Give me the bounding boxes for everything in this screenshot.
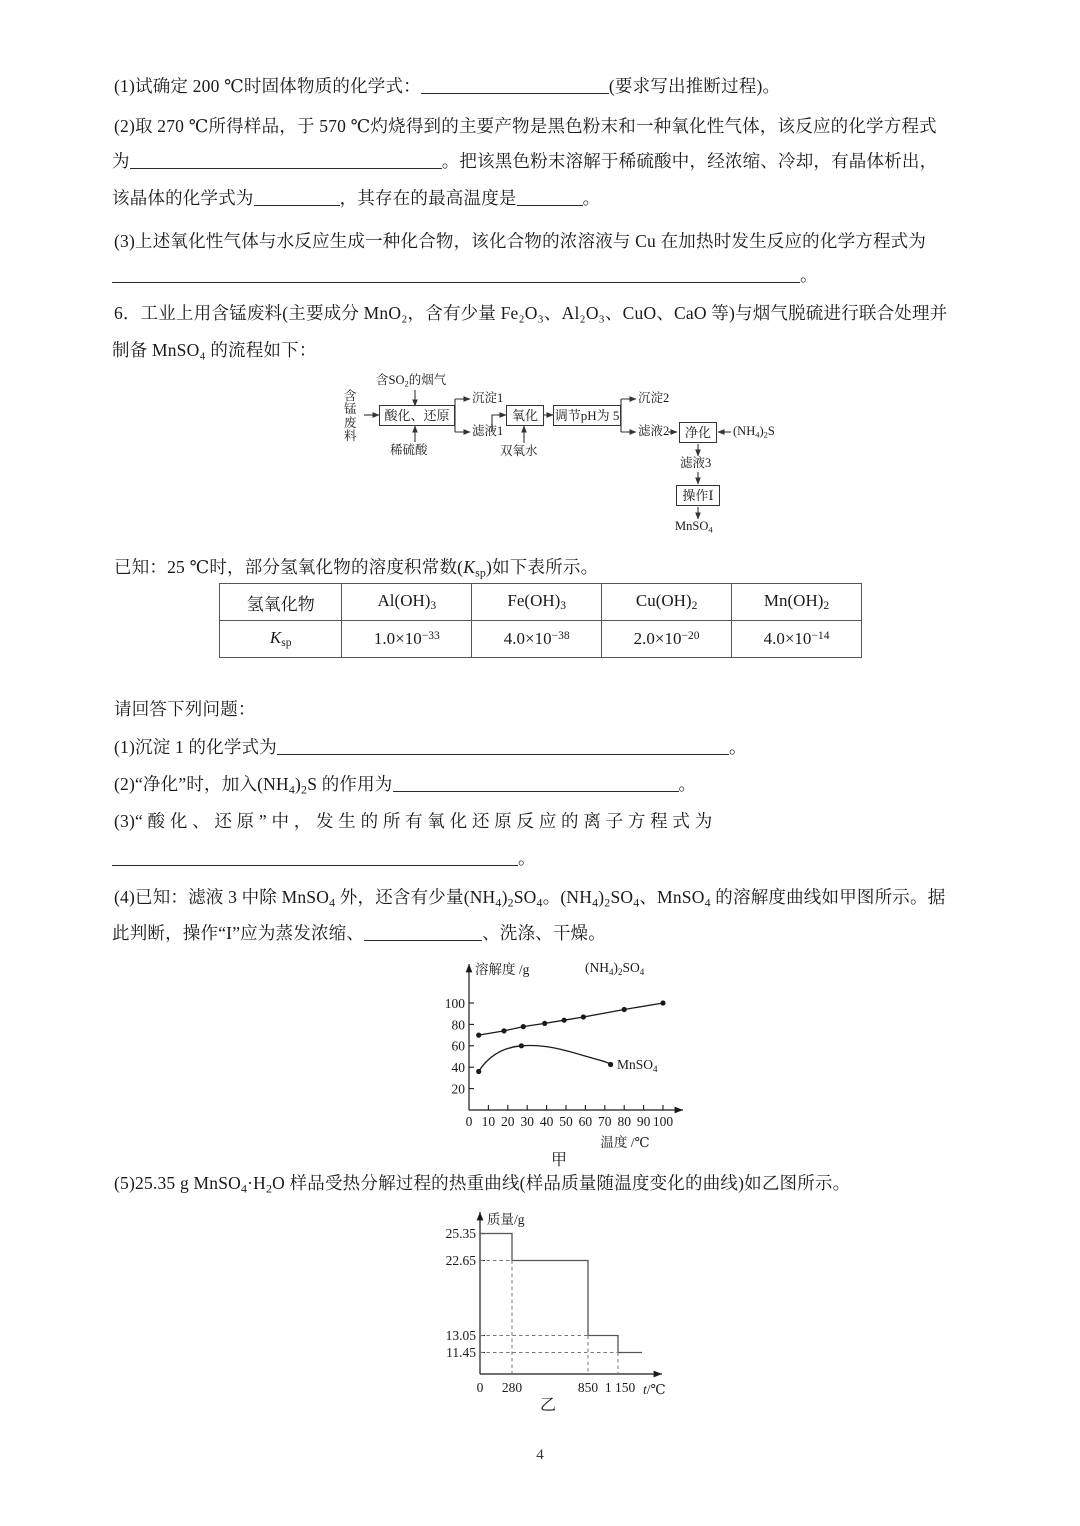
svg-text:20: 20 [451,1081,465,1097]
q6-stem-line-1-text: 6．工业上用含锰废料(主要成分 MnO₂，含有少量 Fe₂O₃、Al₂O₃、CuO、CaO 等)与烟气脱硫进行联合处理并 [114,303,948,323]
table-cell-compound-2: $Cu(OH)_2$ [602,584,732,621]
q6-stem-line-1 [114,300,947,327]
svg-text:40: 40 [539,1114,554,1129]
svg-text:60: 60 [578,1114,593,1129]
q5-line-2a [114,113,937,140]
svg-text:40: 40 [451,1060,465,1076]
flow-input-top-label: 含$SO_2$的烟气 [376,373,447,389]
flow-output-filtrate2: 滤液2 [638,424,670,438]
q6-sub-5 [114,1170,850,1198]
q6-sub-4-line-2a: 此判断，操作“I”应为蒸发浓缩、 [112,923,365,943]
svg-text:80: 80 [617,1114,631,1129]
flow-output-filtrate3: 滤液3 [680,456,712,470]
q6-known-line: 已知：25 ℃时，部分氢氧化物的溶度积常数$(K_{sp})$如下表所示。 [114,557,599,580]
svg-text:0: 0 [476,1380,484,1395]
series-manganese-sulfate-line [479,1045,611,1071]
q5-line-1 [114,73,780,100]
process-flow-diagram [338,368,775,548]
svg-text:0: 0 [465,1114,473,1129]
table-cell-compound-1: $Fe(OH)_3$ [472,584,602,621]
table-cell-value-3: $4.0\times 10^{-14}$ [732,621,862,658]
q5-line-4-blank-row [112,262,818,289]
svg-text:100: 100 [652,1114,674,1129]
thermogravimetric-chart-yi [430,1196,710,1414]
q6-stem-line-2 [112,337,317,364]
q5-line-1-tail: (要求写出推断过程)。 [608,76,781,96]
svg-text:90: 90 [636,1114,651,1129]
q5-line-2b [112,148,937,175]
q6-answer-prompt: 请回答下列问题： [114,699,256,719]
y-axis-tick-labels [446,1226,477,1360]
q5-line-3b: ，其存在的最高温度是 [339,188,517,208]
flow-input-bottom-label: 稀硫酸 [390,443,428,457]
chart-caption-jia: 甲 [551,1152,568,1169]
y-axis-ticks [469,1003,474,1089]
page-number: 4 [536,1447,544,1463]
answer-blank[interactable] [112,847,518,866]
flow-output-filtrate1: 滤液1 [472,424,504,438]
tg-step-curve [480,1234,642,1353]
series-label-manganese-sulfate: MnSO$_4$ [617,1057,658,1074]
table-cell-value-1: $4.0\times 10^{-38}$ [472,621,602,658]
svg-text:50: 50 [559,1114,573,1129]
q6-sub-3-text: (3)“ 酸 化 、 还 原 ” 中 ， 发 生 的 所 有 氧 化 还 原 反 应 的 离 子 方 程 式 为 [114,811,713,831]
svg-text:25.35: 25.35 [445,1226,476,1241]
flow-output-precip1: 沉淀1 [472,391,504,405]
q6-sub-4-line-1 [114,884,945,912]
q6-sub-5-text: (5)25.35 g $MnSO_4\cdot H_2O$ 样品受热分解过程的热重曲线(样品质量随温度变化的曲线)如乙图所示。 [114,1173,851,1196]
x-axis-tick-labels [466,1114,674,1129]
q6-sub-3-blank-row [112,845,536,872]
svg-text:60: 60 [451,1038,465,1054]
table-header-ksp: $K_{sp}$ [220,621,342,658]
x-axis-tick-labels [477,1380,636,1395]
svg-text:30: 30 [520,1114,534,1129]
flow-box-purify[interactable]: 净化 [679,422,717,443]
table-cell-value-2: $2.0\times 10^{-20}$ [602,621,732,658]
table-cell-compound-3: $Mn(OH)_2$ [732,584,862,621]
y-axis-ticks [480,1234,485,1353]
series-label-ammonium-sulfate: $(NH_4)_2SO_4$ [585,960,645,977]
q6-sub-1 [114,734,747,761]
flow-box-ph-adjust[interactable]: 调节pH为 5 [553,405,621,426]
table-row [220,584,862,621]
x-axis-label: t/℃ [643,1382,666,1397]
answer-blank[interactable] [364,922,482,941]
q5-line-3c: 。 [582,188,601,208]
svg-text:1 150: 1 150 [604,1380,636,1395]
answer-blank[interactable] [277,736,729,755]
q6-sub-4-line-1-text: (4)已知：滤液 3 中除 MnSO$_4$ 外，还含有少量$(NH_4)_2SO_4$。$(NH_4)_2SO_4$、MnSO$_4$ 的溶解度曲线如甲图所示。据 [114,887,946,910]
answer-blank[interactable] [393,773,679,792]
x-axis-label: 温度 /℃ [600,1135,650,1150]
flow-box-acid-reduce[interactable]: 酸化、还原 [379,405,455,426]
q6-sub-2-pre: (2)“净化”时，加入$(NH_4)_2S$ 的作用为 [114,774,393,797]
flow-box-operation-1[interactable]: 操作Ⅰ [676,485,720,506]
y-axis-label: 质量/g [487,1212,525,1227]
q6-sub-2-post: 。 [678,774,697,794]
flow-input-left-label: 含锰废料 [344,389,357,443]
q6-sub-1-pre: (1)沉淀 1 的化学式为 [114,737,278,757]
svg-text:70: 70 [598,1114,612,1129]
svg-text:80: 80 [451,1017,465,1033]
x-axis-ticks [488,1105,663,1110]
table-cell-value-0: $1.0\times 10^{-33}$ [342,621,472,658]
svg-text:280: 280 [501,1380,523,1395]
q6-sub-4-line-2 [112,920,606,947]
answer-blank[interactable] [421,75,609,94]
answer-blank[interactable] [112,264,800,283]
q6-sub-2 [114,771,696,799]
solubility-chart-svg [425,952,695,1150]
flow-input-ammonium-sulfide: $(NH_4)_2S$ [733,424,775,440]
q6-sub-3 [114,808,712,835]
svg-text:22.65: 22.65 [445,1253,476,1268]
q5-line-2b-pre: 为 [112,151,130,171]
q5-line-2b-post: 。把该黑色粉末溶解于稀硫酸中，经浓缩、冷却，有晶体析出， [441,151,938,171]
q6-sub-3-end: 。 [518,848,536,868]
tg-guide-lines [480,1261,618,1375]
svg-text:100: 100 [444,995,465,1011]
q6-stem-line-2-text: 制备 MnSO₄ 的流程如下： [112,340,317,360]
table-cell-compound-0: $Al(OH)_3$ [342,584,472,621]
answer-blank[interactable] [130,150,442,169]
q5-line-4-end: 。 [800,265,818,285]
table-header-hydroxide: 氢氧化物 [220,584,342,621]
q6-sub-4-line-2b: 、洗涤、干燥。 [482,923,606,943]
svg-text:850: 850 [577,1380,599,1395]
y-axis-label: 溶解度 /g [475,962,530,977]
flow-output-precip2: 沉淀2 [638,391,670,405]
answer-blank[interactable] [517,187,583,206]
q5-line-3a: 该晶体的化学式为 [112,188,254,208]
flow-product-label: MnSO$_4$ [675,519,713,535]
svg-text:10: 10 [481,1114,496,1129]
table-row [220,621,862,658]
q5-line-4 [114,228,926,255]
q5-line-1-text: (1)试确定 200 ℃时固体物质的化学式： [114,76,421,96]
solubility-chart-jia [425,952,695,1169]
q5-line-3 [112,185,600,212]
tg-chart-svg [430,1196,710,1406]
flow-input-h2o2: 双氧水 [500,444,538,458]
q6-sub-1-post: 。 [729,737,747,757]
ksp-table [219,583,862,658]
q5-line-4-text: (3)上述氧化性气体与水反应生成一种化合物，该化合物的浓溶液与 Cu 在加热时发生反应的化学方程式为 [114,231,927,251]
chart-caption-yi: 乙 [540,1397,557,1414]
flow-box-oxidize[interactable]: 氧化 [506,405,544,426]
svg-text:13.05: 13.05 [445,1328,476,1343]
q5-line-2a-text: (2)取 270 ℃所得样品，于 570 ℃灼烧得到的主要产物是黑色粉末和一种氧化性气体，该反应的化学方程式 [114,116,937,136]
svg-text:20: 20 [501,1114,515,1129]
svg-text:11.45: 11.45 [446,1345,476,1360]
answer-blank[interactable] [254,187,340,206]
y-axis-tick-labels [445,996,466,1097]
